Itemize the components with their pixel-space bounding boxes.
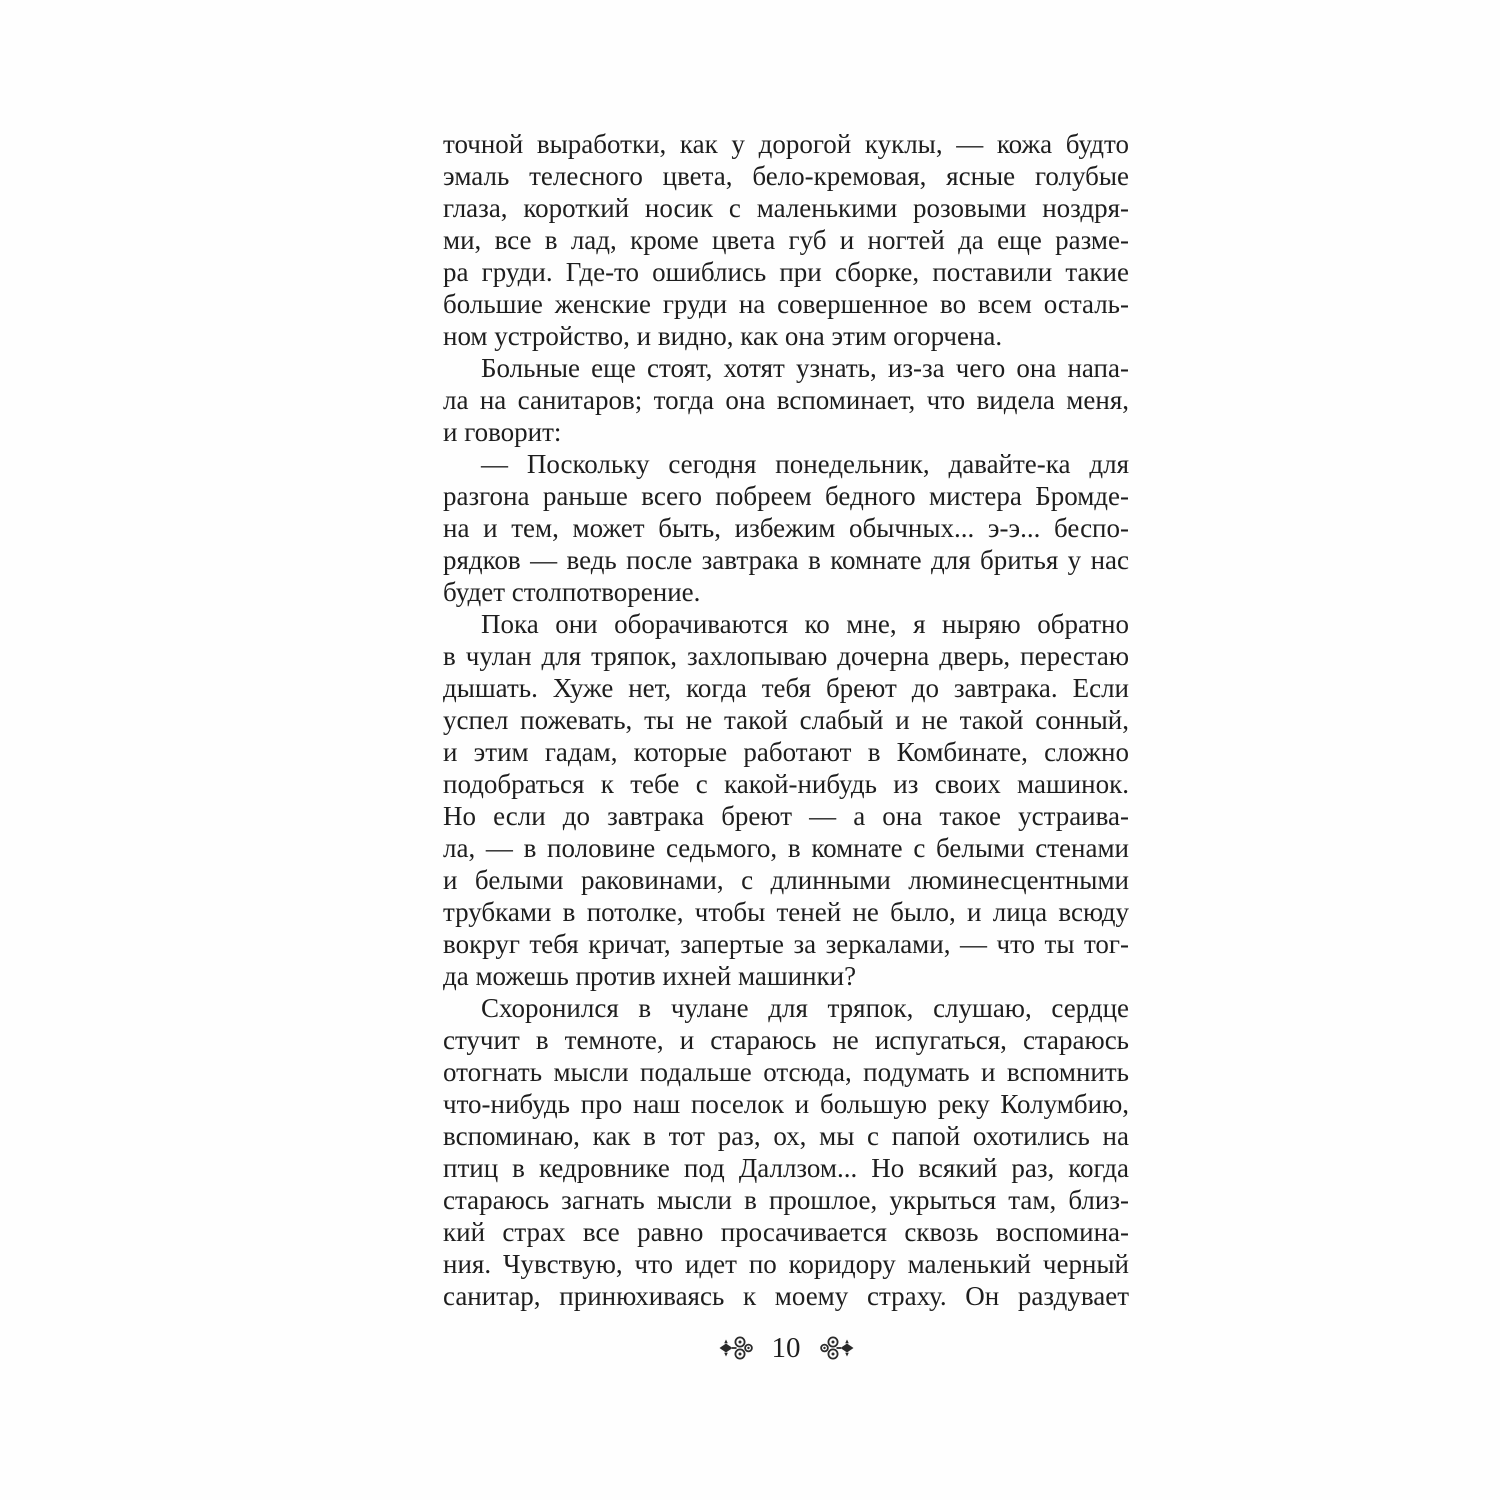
text-line: ми, все в лад, кроме цвета губ и ногтей да еще разме-	[443, 225, 1129, 255]
text-line: ном устройство, и видно, как она этим огорчена.	[443, 321, 1003, 351]
text-line: будет столпотворение.	[443, 577, 701, 607]
text-line: что-нибудь про наш поселок и большую реку Колумбию,	[443, 1089, 1129, 1119]
text-line: стараюсь загнать мысли в прошлое, укрыться там, близ-	[443, 1185, 1129, 1215]
text-line: рядков — ведь после завтрака в комнате для бритья у нас	[443, 545, 1129, 575]
text-line: разгона раньше всего побреем бедного мистера Бромде-	[443, 481, 1129, 511]
text-line: ла на санитаров; тогда она вспоминает, что видела меня,	[443, 385, 1129, 415]
body-text	[443, 128, 1129, 1312]
text-line: Но если до завтрака бреют — а она такое устраива-	[443, 801, 1129, 831]
text-line: точной выработки, как у дорогой куклы, — кожа будто	[443, 129, 1129, 159]
text-line: ния. Чувствую, что идет по коридору маленький черный	[443, 1249, 1129, 1279]
text-line: — Поскольку сегодня понедельник, давайте-ка для	[481, 449, 1129, 479]
text-line: Больные еще стоят, хотят узнать, из-за чего она напа-	[481, 353, 1129, 383]
text-line: эмаль телесного цвета, бело-кремовая, ясные голубые	[443, 161, 1129, 191]
page-number: 10	[771, 1332, 801, 1364]
text-line: санитар, принюхиваясь к моему страху. Он раздувает	[443, 1281, 1129, 1311]
text-line: да можешь против ихней машинки?	[443, 961, 857, 991]
text-line: трубками в потолке, чтобы теней не было, и лица всюду	[443, 897, 1129, 927]
text-line: и этим гадам, которые работают в Комбинате, сложно	[443, 737, 1129, 767]
page-footer	[443, 1328, 1129, 1368]
text-line: дышать. Хуже нет, когда тебя бреют до завтрака. Если	[443, 673, 1129, 703]
text-line: ла, — в половине седьмого, в комнате с белыми стенами	[443, 833, 1129, 863]
text-line: Схоронился в чулане для тряпок, слушаю, сердце	[481, 993, 1129, 1023]
text-line: и говорит:	[443, 417, 562, 447]
text-line: вокруг тебя кричат, запертые за зеркалами, — что ты тог-	[443, 929, 1129, 959]
paragraph	[443, 608, 1129, 992]
fleuron-left-icon	[719, 1334, 753, 1362]
fleuron-right-icon	[820, 1334, 854, 1362]
text-line: стучит в темноте, и стараюсь не испугаться, стараюсь	[443, 1025, 1129, 1055]
text-line: большие женские груди на совершенное во всем осталь-	[443, 289, 1129, 319]
text-line: кий страх все равно просачивается сквозь воспомина-	[443, 1217, 1129, 1247]
text-line: вспоминаю, как в тот раз, ох, мы с папой охотились на	[443, 1121, 1129, 1151]
text-line: ра груди. Где-то ошиблись при сборке, поставили такие	[443, 257, 1129, 287]
text-line: отогнать мысли подальше отсюда, подумать и вспомнить	[443, 1057, 1129, 1087]
text-line: Пока они оборачиваются ко мне, я ныряю обратно	[481, 609, 1129, 639]
text-line: на и тем, может быть, избежим обычных... э-э... беспо-	[443, 513, 1129, 543]
paragraph	[443, 992, 1129, 1312]
text-line: в чулан для тряпок, захлопываю дочерна дверь, перестаю	[443, 641, 1129, 671]
text-line: успел пожевать, ты не такой слабый и не такой сонный,	[443, 705, 1129, 735]
paragraph	[443, 352, 1129, 448]
text-line: глаза, короткий носик с маленькими розовыми ноздря-	[443, 193, 1129, 223]
text-line: птиц в кедровнике под Даллзом... Но всякий раз, когда	[443, 1153, 1129, 1183]
text-line: и белыми раковинами, с длинными люминесцентными	[443, 865, 1129, 895]
paragraph	[443, 128, 1129, 352]
text-line: подобраться к тебе с какой-нибудь из своих машинок.	[443, 769, 1129, 799]
paragraph	[443, 448, 1129, 608]
